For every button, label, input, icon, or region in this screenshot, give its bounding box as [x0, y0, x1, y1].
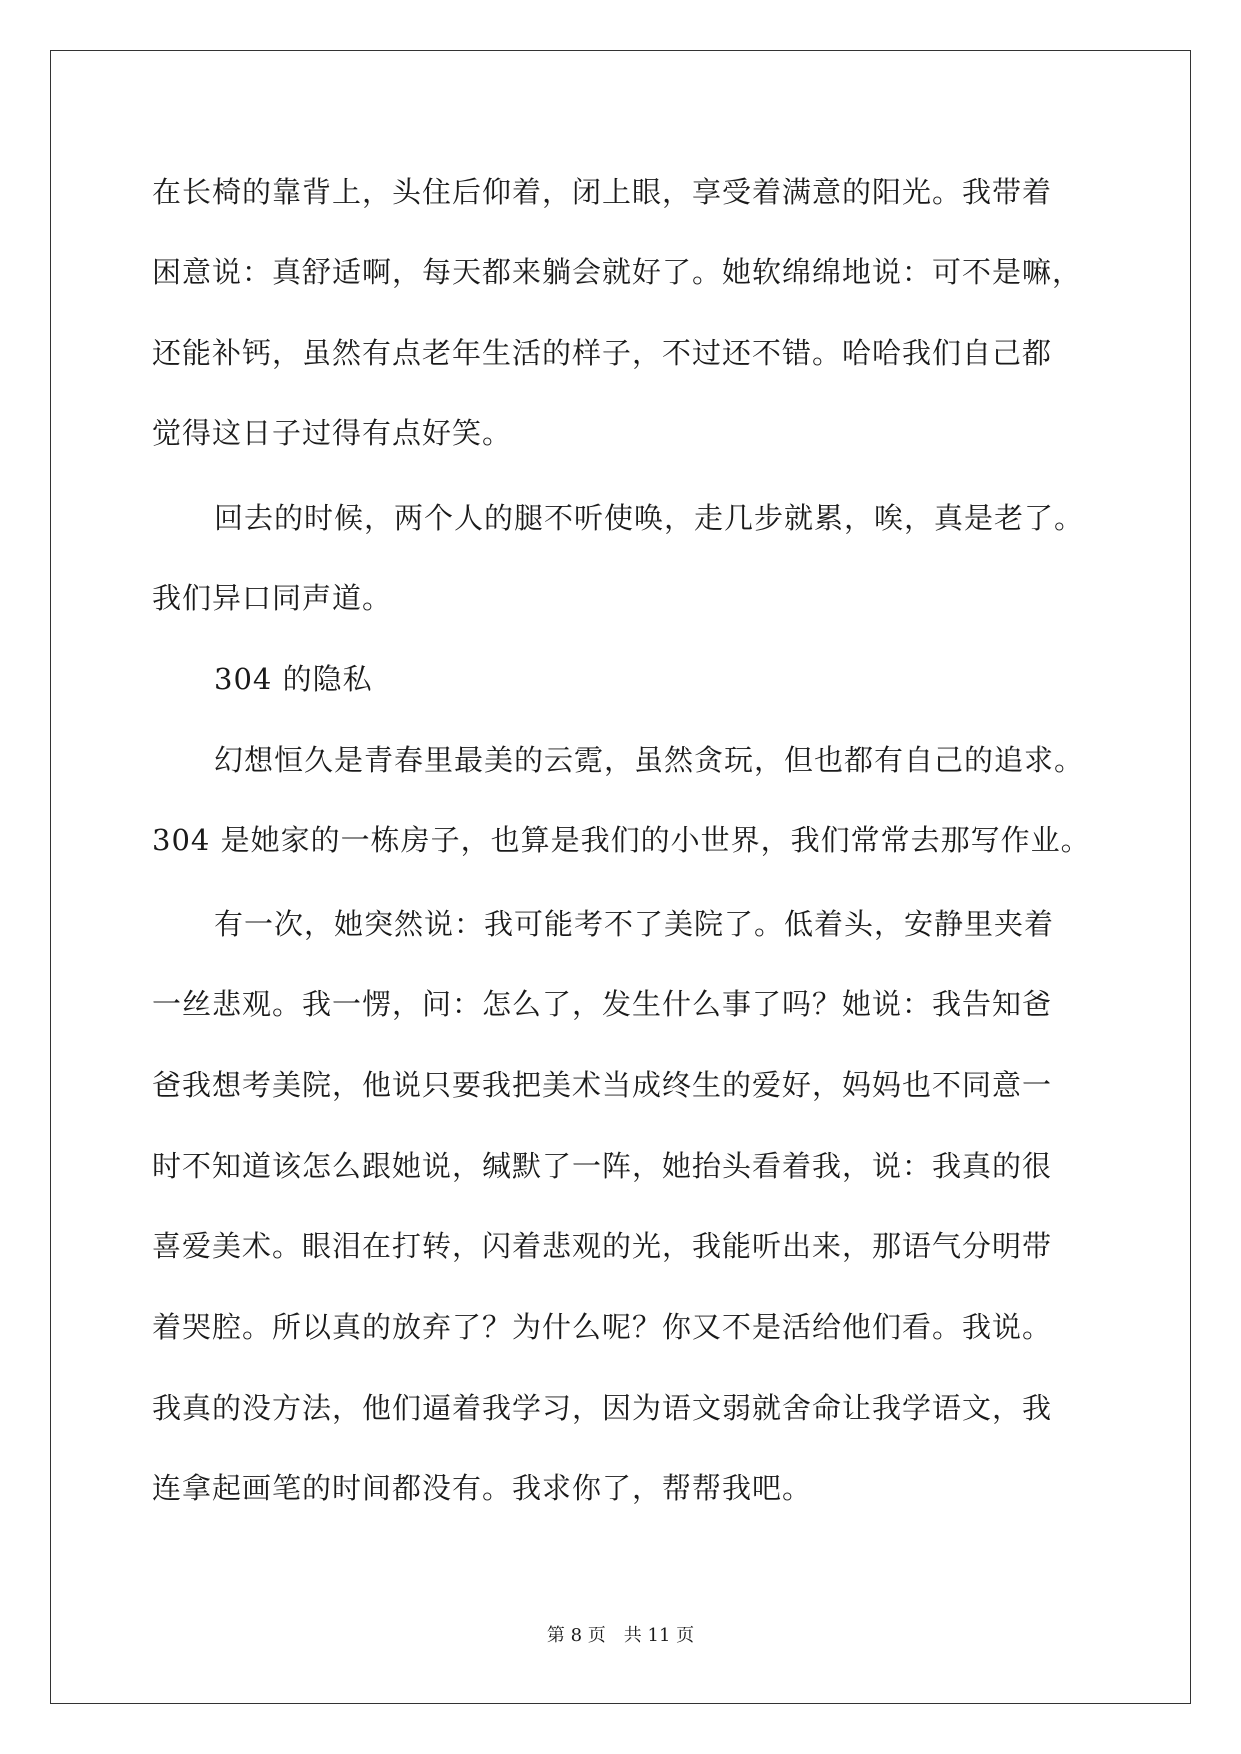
text-line: 一丝悲观。我一愣，问：怎么了，发生什么事了吗？她说：我告知爸: [152, 987, 1053, 1021]
text-line: 喜爱美术。眼泪在打转，闪着悲观的光，我能听出来，那语气分明带: [152, 1229, 1053, 1263]
text-line: 304 是她家的一栋房子，也算是我们的小世界，我们常常去那写作业。: [152, 823, 1091, 857]
page-border: [50, 50, 1191, 1704]
paragraph-start-line: 幻想恒久是青春里最美的云霓，虽然贪玩，但也都有自己的追求。: [214, 743, 1085, 777]
text-line: 我真的没方法，他们逼着我学习，因为语文弱就舍命让我学语文，我: [152, 1391, 1053, 1425]
text-line: 觉得这日子过得有点好笑。: [152, 416, 513, 450]
text-line: 还能补钙，虽然有点老年生活的样子，不过还不错。哈哈我们自己都: [152, 336, 1053, 370]
text-line: 爸我想考美院，他说只要我把美术当成终生的爱好，妈妈也不同意一: [152, 1068, 1053, 1102]
paragraph-start-line: 有一次，她突然说：我可能考不了美院了。低着头，安静里夹着: [214, 907, 1055, 941]
text-line: 在长椅的靠背上，头住后仰着，闭上眼，享受着满意的阳光。我带着: [152, 175, 1053, 209]
text-line: 时不知道该怎么跟她说，缄默了一阵，她抬头看着我，说：我真的很: [152, 1149, 1053, 1183]
text-line: 我们异口同声道。: [152, 581, 393, 615]
section-heading: 304 的隐私: [214, 662, 373, 696]
text-line: 着哭腔。所以真的放弃了？为什么呢？你又不是活给他们看。我说。: [152, 1310, 1053, 1344]
paragraph-start-line: 回去的时候，两个人的腿不听使唤，走几步就累，唉，真是老了。: [214, 501, 1085, 535]
text-line: 连拿起画笔的时间都没有。我求你了，帮帮我吧。: [152, 1471, 813, 1505]
page-number-footer: 第 8 页 共 11 页: [546, 1625, 695, 1646]
text-line: 困意说：真舒适啊，每天都来躺会就好了。她软绵绵地说：可不是嘛，: [152, 255, 1083, 289]
